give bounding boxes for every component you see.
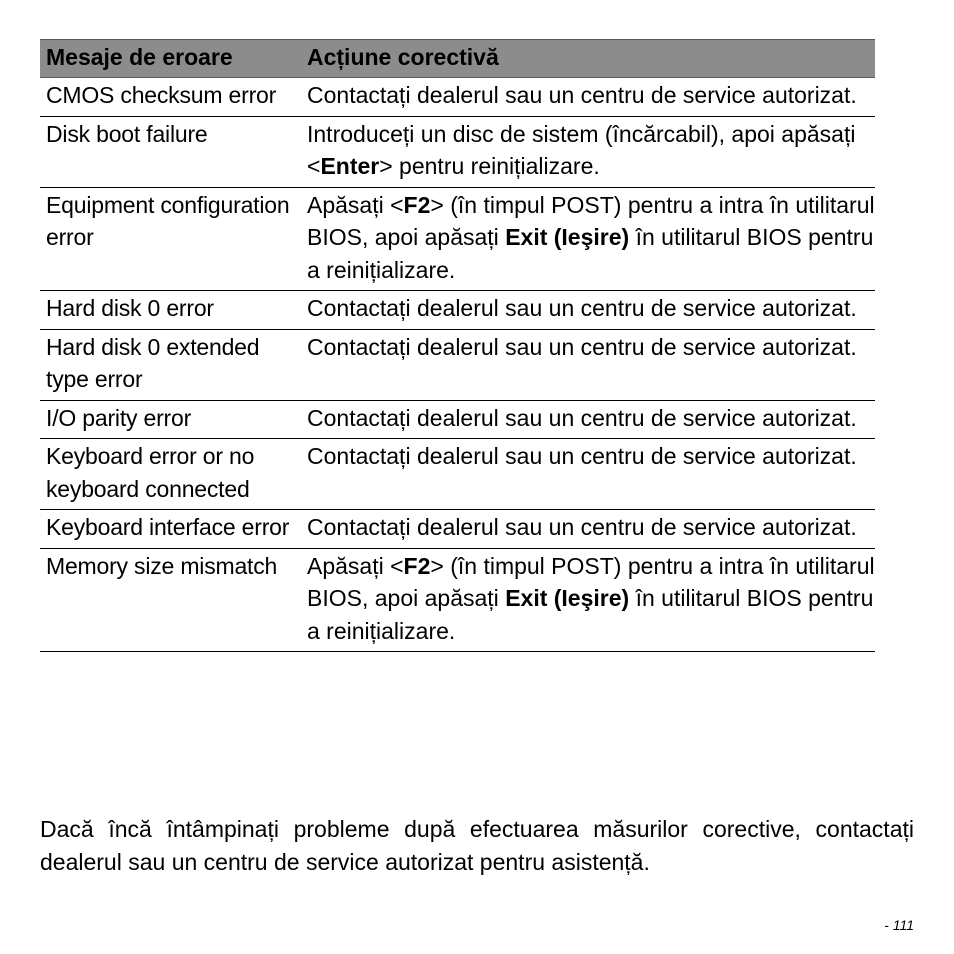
action-cell: Contactați dealerul sau un centru de service autorizat. xyxy=(307,333,857,360)
error-cell: Memory size mismatch xyxy=(46,552,278,579)
table-row xyxy=(40,549,875,653)
error-cell: I/O parity error xyxy=(46,404,192,431)
table-row xyxy=(40,330,875,401)
table-row xyxy=(40,291,875,330)
table-row xyxy=(40,78,875,117)
error-cell: Hard disk 0 extended type error xyxy=(46,333,260,392)
table-row xyxy=(40,439,875,510)
action-cell: Contactați dealerul sau un centru de service autorizat. xyxy=(307,514,857,540)
menu-name: Exit (Ieşire) xyxy=(505,224,630,250)
table-row xyxy=(40,401,875,440)
table-row xyxy=(40,117,875,188)
error-cell: Hard disk 0 error xyxy=(46,295,214,321)
error-cell: Equipment configuration error xyxy=(46,191,290,250)
header-error-messages: Mesaje de eroare xyxy=(46,44,233,70)
key-name: F2 xyxy=(403,191,431,218)
key-name: Enter xyxy=(320,153,380,179)
action-cell: Introduceți un disc de sistem (încărcabil), apoi apăsați <Enter> pentru reinițializare. xyxy=(307,120,856,179)
action-cell: Contactați dealerul sau un centru de service autorizat. xyxy=(307,404,857,431)
error-cell: CMOS checksum error xyxy=(46,82,277,108)
page-number: - 111 xyxy=(884,917,914,933)
action-cell: Contactați dealerul sau un centru de service autorizat. xyxy=(307,82,857,108)
key-name: F2 xyxy=(403,552,431,579)
action-cell: Apăsați <F2> (în timpul POST) pentru a intra în utilitarul BIOS, apoi apăsați Exit (Ieşire) în utilitarul BIOS pentru a reinițializare. xyxy=(307,552,875,644)
action-cell: Contactați dealerul sau un centru de service autorizat. xyxy=(307,295,857,321)
error-cell: Keyboard error or no keyboard connected xyxy=(46,443,255,502)
error-cell: Keyboard interface error xyxy=(46,514,290,540)
table-row xyxy=(40,188,875,292)
header-corrective-action: Acțiune corectivă xyxy=(307,44,499,70)
error-cell: Disk boot failure xyxy=(46,120,208,147)
table-header xyxy=(40,39,875,78)
menu-name: Exit (Ieşire) xyxy=(505,585,630,611)
error-messages-table xyxy=(40,39,875,652)
action-cell: Apăsați <F2> (în timpul POST) pentru a intra în utilitarul BIOS, apoi apăsați Exit (Ieşire) în utilitarul BIOS pentru a reinițializare. xyxy=(307,191,875,283)
action-cell: Contactați dealerul sau un centru de service autorizat. xyxy=(307,443,857,469)
help-paragraph: Dacă încă întâmpinați probleme după efectuarea măsurilor corective, contactați dealerul sau un centru de service autorizat pentru asistență. xyxy=(40,816,914,875)
table-row xyxy=(40,510,875,549)
